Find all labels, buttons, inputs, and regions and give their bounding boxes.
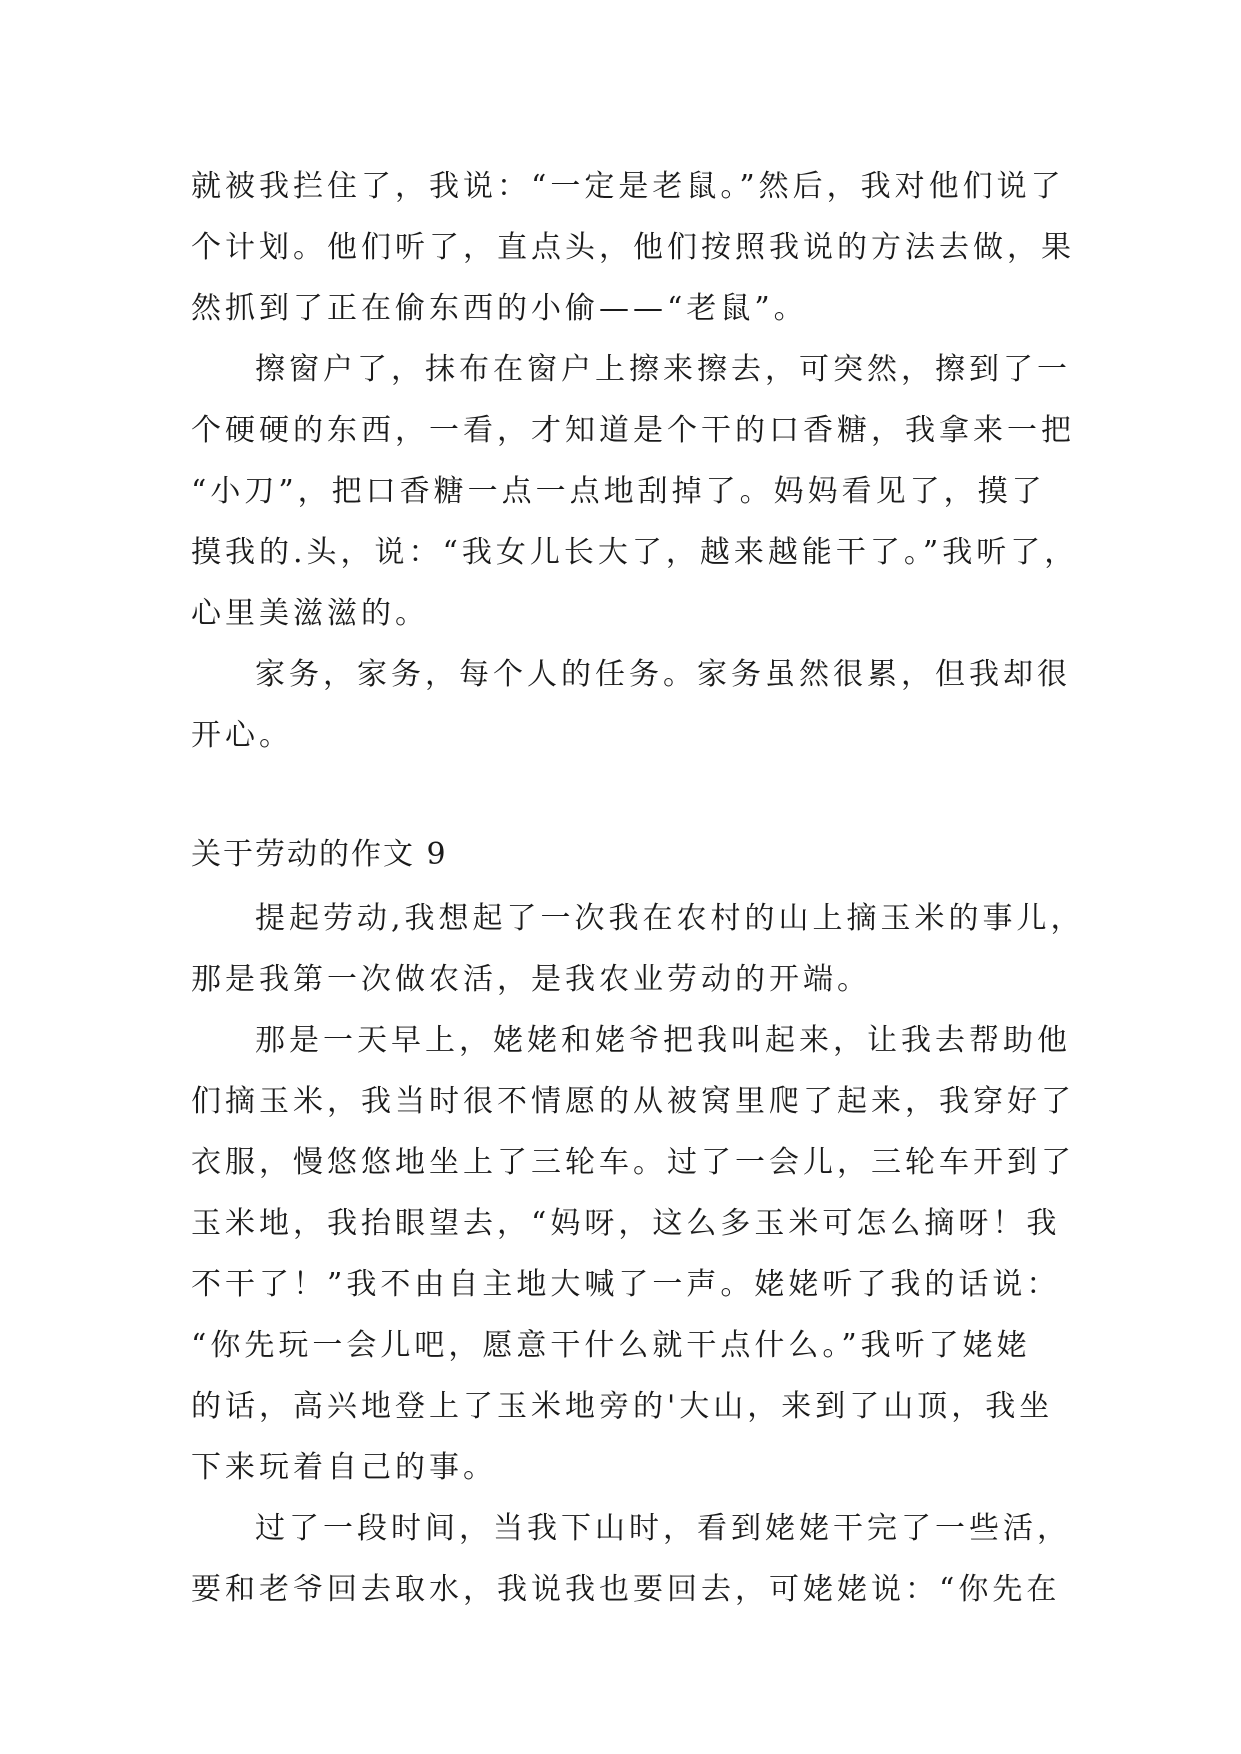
paragraph [191,156,1075,339]
paragraph [191,644,1071,766]
text-line: 心里美滋滋的。 [191,596,429,631]
text-line: 擦窗户了，抹布在窗户上擦来擦去，可突然，擦到了一 [255,352,1071,387]
text-line: 下来玩着自己的事。 [191,1450,497,1485]
text-line: 个硬硬的东西，一看，才知道是个干的口香糖，我拿来一把 [191,413,1075,448]
text-line: 那是我第一次做农活，是我农业劳动的开端。 [191,962,871,997]
paragraph [191,1498,1071,1620]
paragraph [191,339,1079,644]
text-line: 就被我拦住了，我说：“一定是老鼠。”然后，我对他们说了 [191,169,1065,204]
section-heading: 关于劳动的作文 9 [191,837,448,872]
text-line: 摸我的.头，说：“我女儿长大了，越来越能干了。”我听了， [191,535,1079,570]
text-line: 不干了！”我不由自主地大喊了一声。姥姥听了我的话说： [191,1267,1061,1302]
text-line: 家务，家务，每个人的任务。家务虽然很累，但我却很 [255,657,1071,692]
text-line: 个计划。他们听了，直点头，他们按照我说的方法去做，果 [191,230,1075,265]
text-line: 的话，高兴地登上了玉米地旁的'大山，来到了山顶，我坐 [191,1389,1054,1424]
text-line: 衣服，慢悠悠地坐上了三轮车。过了一会儿，三轮车开到了 [191,1145,1075,1180]
text-line: 然抓到了正在偷东西的小偷——“老鼠”。 [191,291,808,326]
document-body [191,156,1085,1620]
text-line: “小刀”，把口香糖一点一点地刮掉了。妈妈看见了，摸了 [191,474,1046,509]
text-line: 玉米地，我抬眼望去，“妈呀，这么多玉米可怎么摘呀！我 [191,1206,1061,1241]
text-line: 那是一天早上，姥姥和姥爷把我叫起来，让我去帮助他 [255,1023,1071,1058]
text-line: “你先玩一会儿吧，愿意干什么就干点什么。”我听了姥姥 [191,1328,1031,1363]
text-line: 要和老爷回去取水，我说我也要回去，可姥姥说：“你先在 [191,1572,1061,1607]
text-line: 开心。 [191,718,293,753]
text-line: 过了一段时间，当我下山时，看到姥姥干完了一些活， [255,1511,1071,1546]
text-line: 提起劳动,我想起了一次我在农村的山上摘玉米的事儿， [255,901,1085,936]
paragraph [191,1010,1075,1498]
paragraph [191,888,1085,1010]
text-line: 们摘玉米，我当时很不情愿的从被窝里爬了起来，我穿好了 [191,1084,1075,1119]
